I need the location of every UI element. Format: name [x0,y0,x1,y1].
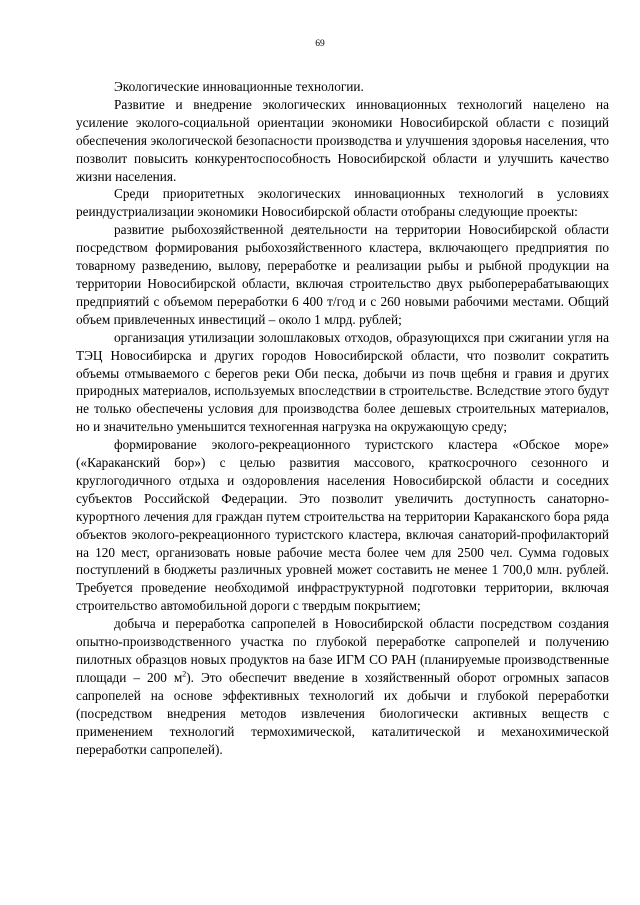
page-number: 69 [315,39,325,49]
section-heading: Экологические инновационные технологии. [114,79,364,94]
list-item-fishery-cluster: развитие рыбохозяйственной деятельности на территории Новосибирской области посредством формирования рыбохозяйственного кластера, включающего предприятия по товарному разведению, вылову, переработке и реализации рыбы и рыбной продукции на территории Новосибирской области, включая строительство двух рыбоперерабатывающих предприятий с объемом переработки 6 400 т/год и с 260 новыми рабочими местами. Общий объем привлеченных инвестиций – около 1 млрд. рублей; [76,222,609,327]
paragraph-intro: Развитие и внедрение экологических инновационных технологий нацелено на усиление эколого-социальной ориентации экономики Новосибирской области с позиций обеспечения экологической безопасности производства и улучшения здоровья населения, что позволит повысить конкурентоспособность Новосибирской области и улучшить качество жизни населения. [76,96,609,184]
document-body [76,78,609,758]
sapropel-text-part-1: добыча и переработка сапропелей в Новосибирской области посредством создания опытно-производственного участка по глубокой переработке сапропелей и получению пилотных образцов новых продуктов на базе ИГМ СО РАН (планируемые производственные площади – 200 м [76,616,609,685]
list-item-sapropel-processing [76,615,609,758]
sapropel-text-part-2: ). Это обеспечит введение в хозяйственный оборот огромных запасов сапропелей на основе эффективных технологий их добычи и глубокой переработки (посредством внедрения методов извлечения биологически активных веществ с применением технологий термохимической, каталитической и механохимической переработки сапропелей). [76,669,609,757]
list-item-ash-waste-utilization: организация утилизации золошлаковых отходов, образующихся при сжигании угля на ТЭЦ Новосибирска и других городов Новосибирской области, что позволит сократить объемы отмываемого с берегов реки Оби песка, добычи из почв щебня и гравия и других природных материалов, используемых впоследствии в строительстве. Вследствие этого будут не только обеспечены условия для производства более дешевых строительных материалов, но и значительно уменьшится техногенная нагрузка на окружающую среду; [76,329,609,435]
superscript-2: 2 [182,669,187,679]
paragraph-projects-lead: Среди приоритетных экологических инновационных технологий в условиях реиндустриализации экономики Новосибирской области отобраны следующие проекты: [76,186,609,220]
list-item-recreation-cluster: формирование эколого-рекреационного туристского кластера «Обское море» («Караканский бор») с целью развития массового, краткосрочного сезонного и круглогодичного отдыха и оздоровления населения Новосибирской области и соседних субъектов Российской Федерации. Это позволит увеличить доступность санаторно-курортного лечения для граждан путем строительства на территории Караканского бора ряда объектов эколого-рекреационного туристского кластера, включая санаторий-профилакторий на 120 мест, организовать новые рабочие места более чем для 2500 чел. Сумма годовых поступлений в бюджеты различных уровней может составить не менее 1 700,0 млн. рублей. Требуется проведение необходимой инфраструктурной подготовки территории, включая строительство автомобильной дороги с твердым покрытием; [76,437,609,614]
